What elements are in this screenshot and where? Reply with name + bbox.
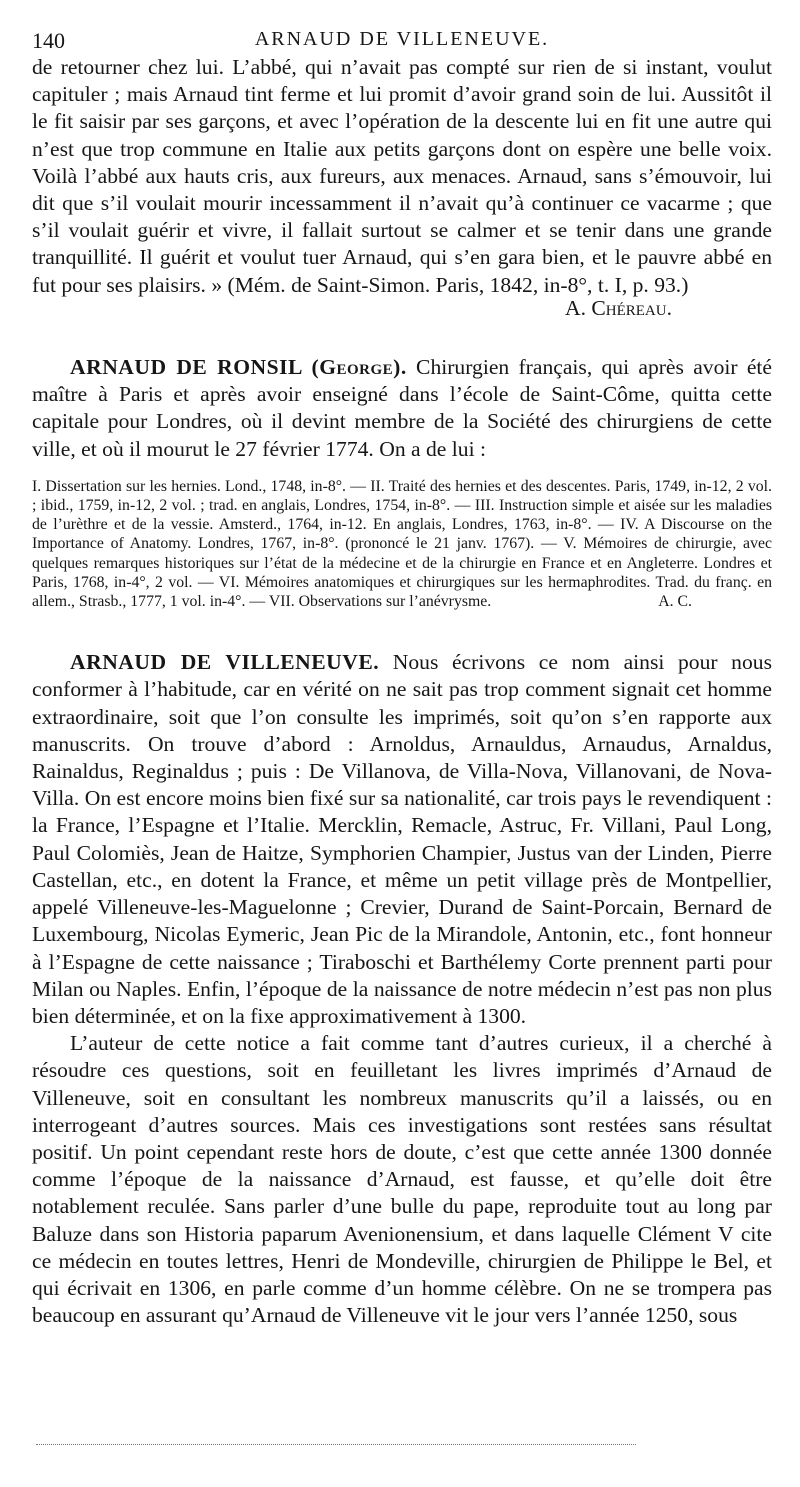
page-number: 140 [32,28,65,53]
intro-paragraph: de retourner chez lui. L’abbé, qui n’avait pas compté sur rien de si instant, voulut capituler ; mais Arnaud tint ferme et lui promit d’avoir grand soin de lui. Aussitôt il le fit saisir par ses garçons, et avec l’opération de la descente lui en fit une autre qui n’est que trop commune en Italie aux petits garçons dont on espère une belle voix. Voilà l’abbé aux hauts cris, aux fureurs, aux menaces. Arnaud, sans s’émouvoir, lui dit que s’il voulait mourir incessamment il n’avait qu’à continuer ce vacarme ; que s’il voulait guérir et vivre, il fallait surtout se calmer et se tenir dans une grande tranquillité. Il guérit et voulut tuer Arnaud, qui s’en gara bien, et le pauvre abbé en fut pour ses plaisirs. » (Mém. de Saint-Simon. Paris, 1842, in-8°, t. I, p. 93.) [32,55,772,297]
ronsil-works-text: I. Dissertation sur les hernies. Lond., 1748, in-8°. — II. Traité des hernies et des descentes. Paris, 1749, in-12, 2 vol. ; ibid., 1759, in-12, 2 vol. ; trad. en anglais, Londres, 1754, in-8°. — III. Instruction simple et aisée sur les maladies de l’urèthre et de la vessie. Amsterd., 1764, in-12. En anglais, Londres, 1763, in-8°. — IV. A Discourse on the Importance of Anatomy. Londres, 1767, in-8°. (prononcé le 21 janv. 1767). — V. Mémoires de chirurgie, avec quelques remarques historiques sur l’état de la médecine et de la chirurgie en France et en Angleterre. Londres et Paris, 1768, in-4°, 2 vol. — VI. Mémoires anatomiques et chirurgiques sur les hermaphrodites. Trad. du franç. en allem., Strasb., 1777, 1 vol. in-4°. — VII. Observations sur l’anévrysme. [32,477,772,611]
ronsil-entry [32,354,772,463]
footer-rule [36,1444,636,1445]
villeneuve-paragraph-2: L’auteur de cette notice a fait comme tant d’autres curieux, il a cherché à résoudre ces questions, soit en feuilletant les livres imprimés d’Arnaud de Villeneuve, soit en consultant les nombreux manuscrits qu’il a laissés, ou en interrogeant d’autres sources. Mais ces investigations sont restées sans résultat positif. Un point cependant reste hors de doute, c’est que cette année 1300 donnée comme l’époque de la naissance d’Arnaud, est fausse, et qu’elle doit être notablement reculée. Sans parler d’une bulle du pape, reproduite tout au long par Baluze dans son Historia paparum Avenionensium, et dans laquelle Clément V cite ce médecin en toutes lettres, Henri de Mondeville, chirurgien de Philippe le Bel, et qui écrivait en 1306, en parle comme d’un homme célèbre. On ne se trompera pas beaucoup en assurant qu’Arnaud de Villeneuve vit le jour vers l’année 1250, sous [32,1031,772,1328]
intro-signature: A. Chéreau. [564,295,672,320]
ronsil-signature: A. C. [658,593,692,611]
page [32,24,772,1329]
villeneuve-entry-name: ARNAUD DE VILLENEUVE. [70,650,380,675]
ronsil-entry-name: ARNAUD DE RONSIL (George). [70,355,407,380]
ronsil-entry-text: Chirurgien français, qui après avoir été maître à Paris et après avoir enseigné dans l’école de Saint-Côme, quitta cette capitale pour Londres, où il devint membre de la Société des chirurgiens de cette ville, et où il mourut le 27 février 1774. On a de lui : [32,355,773,461]
villeneuve-entry-text: Nous écrivons ce nom ainsi pour nous conformer à l’habitude, car en vérité on ne sait pas trop comment signait cet homme extraordinaire, soit que l’on consulte les imprimés, soit qu’on s’en rapporte aux manuscrits. On trouve d’abord : Arnoldus, Arnauldus, Arnaudus, Arnaldus, Rainaldus, Reginaldus ; puis : De Villanova, de Villa-Nova, Villanovani, de Nova-Villa. On est encore moins bien fixé sur sa nationalité, car trois pays le revendiquent : la France, l’Espagne et l’Italie. Mercklin, Remacle, Astruc, Fr. Villani, Paul Long, Paul Colomiès, Jean de Haitze, Symphorien Champier, Justus van der Linden, Pierre Castellan, etc., en dotent la France, et même un petit village près de Montpellier, appelé Villeneuve-les-Maguelonne ; Crevier, Durand de Saint-Porcain, Bernard de Luxembourg, Nicolas Eymeric, Jean Pic de la Mirandole, Antonin, etc., font honneur à l’Espagne de cette naissance ; Tiraboschi et Barthélemy Corte prennent parti pour Milan ou Naples. Enfin, l’époque de la naissance de notre médecin n’est pas non plus bien déterminée, et on la fixe approximativement à 1300. [32,650,772,1028]
running-head: ARNAUD DE VILLENEUVE. [254,28,550,50]
page-header [32,24,772,54]
ronsil-works [32,477,772,611]
villeneuve-entry [32,649,772,1030]
